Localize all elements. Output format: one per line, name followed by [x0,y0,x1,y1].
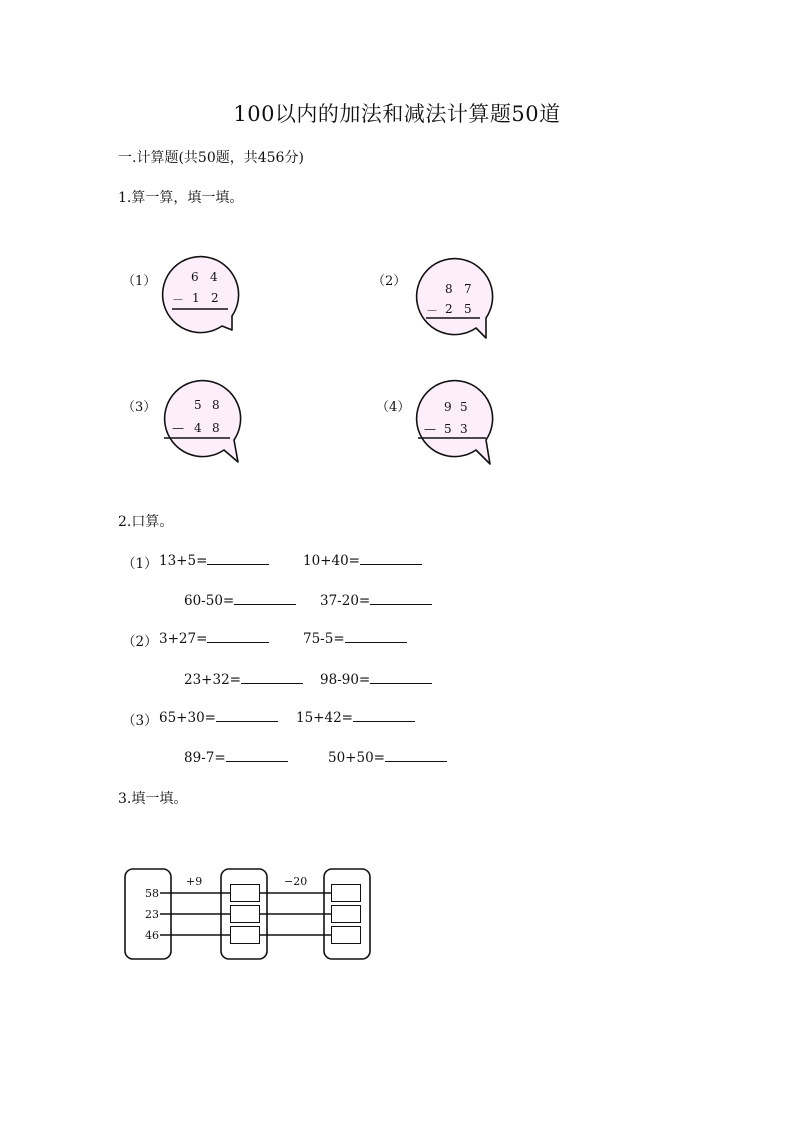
q1-item-3-bubble [160,384,244,468]
q1-item-3-operator: — [172,421,184,435]
q2-problem-10: 15+42= [296,709,415,726]
q1-item-1-operator: － [172,293,185,307]
q1-item-4-bottom-ones: 3 [460,422,468,436]
q1-item-3-number: （3） [122,400,157,415]
q1-item-4-operator: — [424,422,436,436]
q2-problem-3: 60-50= [184,592,296,609]
q1-item-1-top-ones: 4 [210,270,218,284]
q2-problem-2: 10+40= [303,552,422,569]
question-1-label: 1.算一算，填一填。 [118,190,244,206]
q1-item-3-bottom-tens: 4 [194,421,202,435]
answer-blank[interactable] [360,552,422,565]
q1-item-4-top-ones: 5 [460,400,468,414]
q1-item-2-number: （2） [372,274,407,289]
q2-problem-9: 65+30= [159,709,278,726]
answer-box-right-3[interactable] [331,926,361,944]
answer-blank[interactable] [353,709,415,722]
input-number-2: 23 [145,908,159,921]
section-header: 一.计算题(共50题，共456分) [118,150,304,166]
speech-bubble-icon [158,260,242,344]
q1-item-1-bottom-ones: 2 [211,291,219,305]
q2-problem-11: 89-7= [184,749,288,766]
q2-problem-5: 3+27= [159,630,269,647]
q1-item-2-operator: － [426,304,439,318]
answer-box-mid-2[interactable] [230,905,260,923]
q1-item-2-bottom-tens: 2 [445,302,453,316]
q1-item-2-bubble [412,262,496,346]
q1-item-2-top-tens: 8 [445,282,453,296]
page-title: 100以内的加法和减法计算题50道 [233,102,561,126]
q1-item-3-top-tens: 5 [194,398,202,412]
q2-problem-6: 75-5= [303,630,407,647]
answer-blank[interactable] [207,630,269,643]
q1-item-1-bottom-tens: 1 [192,291,200,305]
answer-blank[interactable] [216,709,278,722]
answer-blank[interactable] [345,630,407,643]
answer-blank[interactable] [241,671,303,684]
q2-problem-4: 37-20= [320,592,432,609]
q1-item-2-bottom-ones: 5 [464,302,472,316]
q2-group-3-number: （3） [122,713,158,729]
q1-item-1-number: （1） [122,274,157,289]
q1-item-2-top-ones: 7 [464,282,472,296]
q1-item-4-bottom-tens: 5 [444,422,452,436]
answer-box-right-2[interactable] [331,905,361,923]
q2-group-1-number: （1） [122,556,158,572]
q1-item-4-top-tens: 9 [444,400,452,414]
q2-problem-8: 98-90= [320,671,432,688]
q2-problem-12: 50+50= [328,749,447,766]
answer-blank[interactable] [226,749,288,762]
operation-minus-20: −20 [284,875,308,888]
answer-blank[interactable] [385,749,447,762]
answer-blank[interactable] [370,671,432,684]
q1-item-1-top-tens: 6 [191,270,199,284]
operation-plus-9: +9 [186,875,203,888]
q1-item-1-bubble [158,260,242,344]
input-number-1: 58 [145,887,159,900]
answer-blank[interactable] [207,552,269,565]
answer-blank[interactable] [370,592,432,605]
speech-bubble-icon [412,262,496,346]
answer-box-mid-3[interactable] [230,926,260,944]
q2-group-2-number: （2） [122,634,158,650]
answer-blank[interactable] [234,592,296,605]
q1-item-3-top-ones: 8 [212,398,220,412]
answer-box-mid-1[interactable] [230,884,260,902]
question-3-label: 3.填一填。 [118,791,188,807]
question-2-label: 2.口算。 [118,514,174,530]
input-number-3: 46 [145,929,159,942]
q1-item-3-bottom-ones: 8 [212,421,220,435]
q1-item-4-bubble [412,384,496,468]
mapping-diagram [122,866,374,962]
q2-problem-7: 23+32= [184,671,303,688]
q1-item-4-number: （4） [376,400,411,415]
answer-box-right-1[interactable] [331,884,361,902]
q2-problem-1: 13+5= [159,552,269,569]
